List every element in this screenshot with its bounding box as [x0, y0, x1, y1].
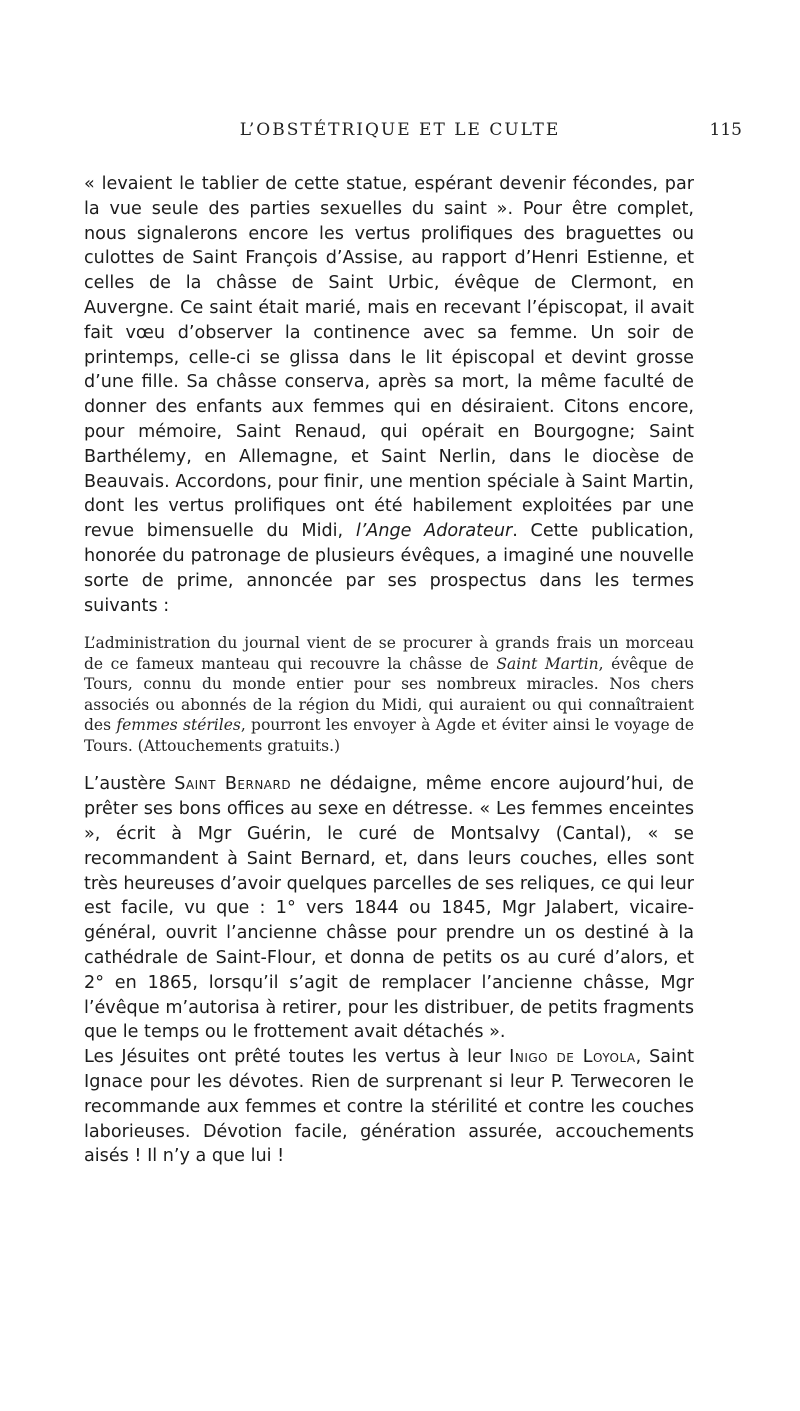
- paragraph-3: [84, 1045, 694, 1169]
- quote-italic-1: Saint Martin: [496, 654, 599, 673]
- paragraph-2-text: L’austère: [84, 774, 175, 795]
- loyola-name: Inigo de Loyola: [509, 1047, 636, 1068]
- quote-text-1: L’administration du journal vient de se procurer à grands frais un morceau de ce fameux manteau qui recouvre la châsse de: [84, 634, 694, 673]
- saint-bernard-name: Saint Bernard: [174, 774, 292, 795]
- page-number: 115: [709, 120, 742, 140]
- quote-italic-2: femmes stériles: [116, 716, 241, 735]
- paragraph-3-text: Les Jésuites ont prêté toutes les vertus à leur: [84, 1047, 510, 1068]
- body-text: [84, 172, 694, 1169]
- journal-title: l’Ange Adorateur: [355, 521, 513, 542]
- page-header: [0, 120, 800, 144]
- paragraph-2: [84, 772, 694, 1045]
- block-quote: [84, 633, 694, 756]
- quote-text-3: , pourront les envoyer à Agde et éviter ainsi le voyage de Tours. (Attouchements gratuits.): [84, 716, 694, 755]
- paragraph-1-text-end: . Cette publication, honorée du patronage de plusieurs évêques, a imaginé une nouvelle sorte de prime, annoncée par ses prospectus dans les termes suivants :: [84, 521, 694, 616]
- paragraph-1: [84, 172, 694, 618]
- running-title: L’OBSTÉTRIQUE ET LE CULTE: [239, 120, 561, 140]
- quote-text-2: , évêque de Tours, connu du monde entier pour ses nombreux miracles. Nos chers associés ou abonnés de la région du Midi, qui auraient ou qui connaîtraient des: [84, 654, 694, 735]
- paragraph-2-text-end: ne dédaigne, même encore aujourd’hui, de prêter ses bons offices au sexe en détresse. « Les femmes enceintes », écrit à Mgr Guérin, le curé de Montsalvy (Cantal), « se recommandent à Saint Bernard, et, dans leurs couches, elles sont très heureuses d’avoir quelques parcelles de ses reliques, ce qui leur est facile, vu que : 1° vers 1844 ou 1845, Mgr Jalabert, vicaire-général, ouvrit l’ancienne châsse pour prendre un os destiné à la cathédrale de Saint-Flour, et donna de petits os au curé d’alors, et 2° en 1865, lorsqu’il s’agit de remplacer l’ancienne châsse, Mgr l’évêque m’autorisa à retirer, pour les distribuer, de petits fragments que le temps ou le frottement avait détachés ».: [84, 774, 694, 1043]
- paragraph-1-text: « levaient le tablier de cette statue, espérant devenir fécondes, par la vue seule des parties sexuelles du saint ». Pour être complet, nous signalerons encore les vertus prolifiques des braguettes ou culottes de Saint François d’Assise, au rapport d’Henri Estienne, et celles de la châsse de Saint Urbic, évêque de Clermont, en Auvergne. Ce saint était marié, mais en recevant l’épiscopat, il avait fait vœu d’observer la continence avec sa femme. Un soir de printemps, celle-ci se glissa dans le lit épiscopal et devint grosse d’une fille. Sa châsse conserva, après sa mort, la même faculté de donner des enfants aux femmes qui en désiraient. Citons encore, pour mémoire, Saint Renaud, qui opérait en Bourgogne; Saint Barthélemy, en Allemagne, et Saint Nerlin, dans le diocèse de Beauvais. Accordons, pour finir, une mention spéciale à Saint Martin, dont les vertus prolifiques ont été habilement exploitées par une revue bimensuelle du Midi,: [84, 174, 694, 542]
- paragraph-3-text-end: , Saint Ignace pour les dévotes. Rien de surprenant si leur P. Terwecoren le recommande aux femmes et contre la stérilité et contre les couches laborieuses. Dévotion facile, génération assurée, accouchements aisés ! Il n’y a que lui !: [84, 1047, 694, 1167]
